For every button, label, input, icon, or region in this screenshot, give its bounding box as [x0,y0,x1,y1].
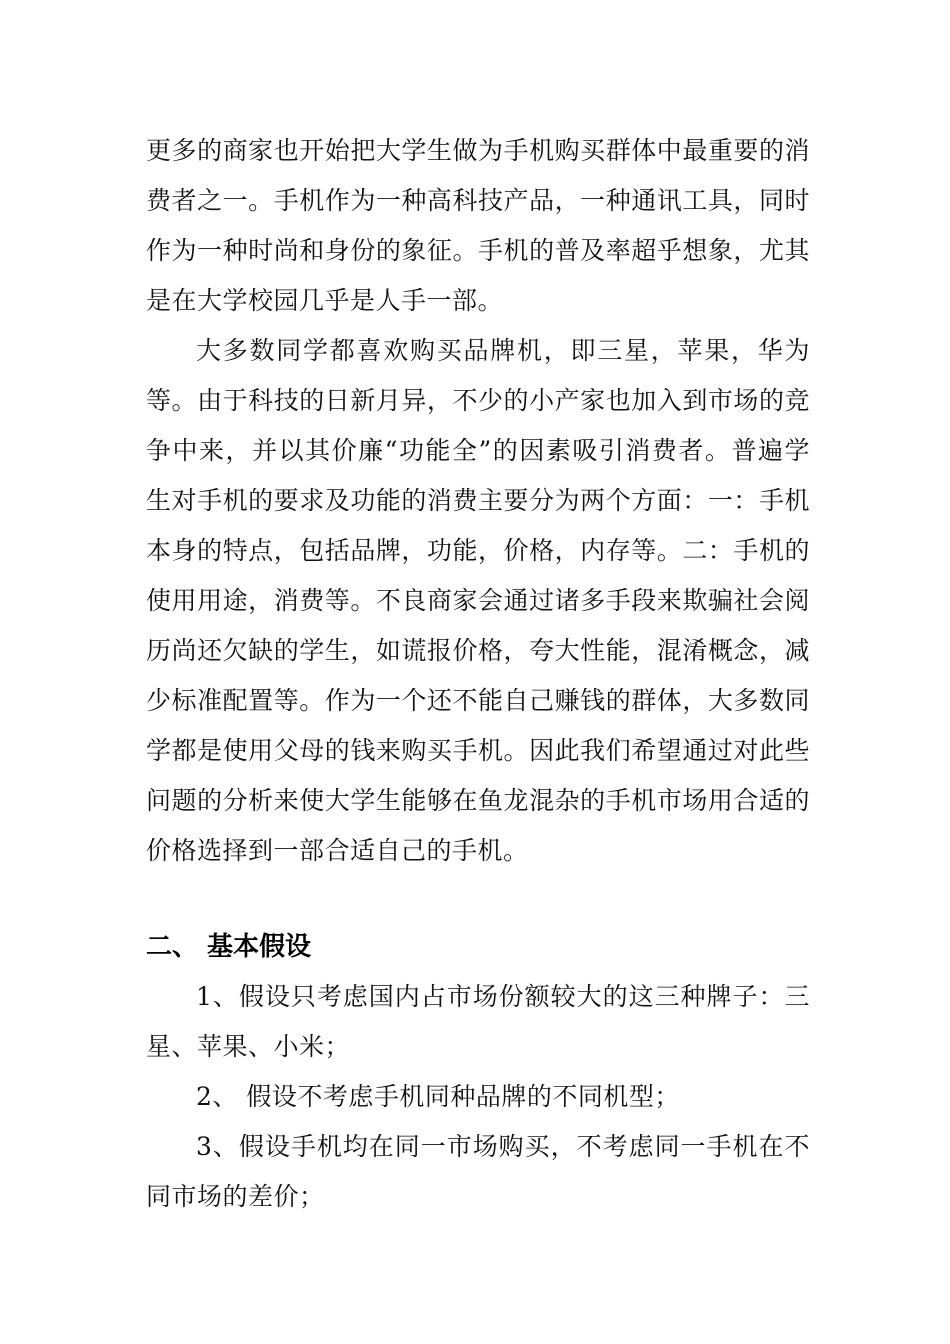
intro-text-block [146,126,810,876]
paragraph-2: 大多数同学都喜欢购买品牌机，即三星，苹果，华为等。由于科技的日新月异，不少的小产家也加入到市场的竞争中来，并以其价廉“功能全”的因素吸引消费者。普遍学生对手机的要求及功能的消费主要分为两个方面：一：手机本身的特点，包括品牌，功能，价格，内存等。二：手机的使用用途，消费等。不良商家会通过诸多手段来欺骗社会阅历尚还欠缺的学生，如谎报价格，夸大性能，混淆概念，减少标准配置等。作为一个还不能自己赚钱的群体，大多数同学都是使用父母的钱来购买手机。因此我们希望通过对此些问题的分析来使大学生能够在鱼龙混杂的手机市场用合适的价格选择到一部合适自己的手机。 [146,336,810,865]
assumption-item-2: 2、 假设不考虑手机同种品牌的不同机型； [196,1082,680,1111]
assumption-item-3: 3、假设手机均在同一市场购买，不考虑同一手机在不同市场的差价； [146,1132,810,1211]
assumptions-list [146,972,810,1222]
paragraph-1: 更多的商家也开始把大学生做为手机购买群体中最重要的消费者之一。手机作为一种高科技产品，一种通讯工具，同时作为一种时尚和身份的象征。手机的普及率超乎想象，尤其是在大学校园几乎是人手一部。 [146,136,810,315]
section-heading: 二、 基本假设 [146,932,312,962]
assumption-item-1: 1、假设只考虑国内占市场份额较大的这三种牌子：三星、苹果、小米； [146,982,810,1061]
